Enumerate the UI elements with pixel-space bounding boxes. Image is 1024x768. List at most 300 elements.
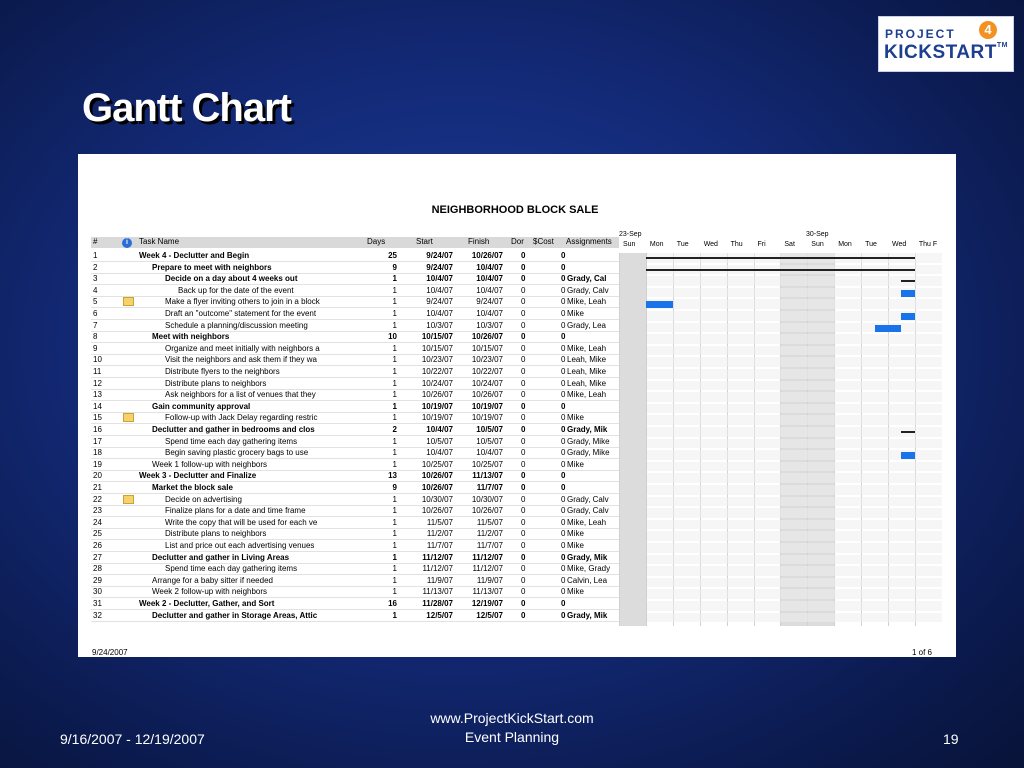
row-days: 1 bbox=[392, 367, 397, 376]
row-finish: 10/30/07 bbox=[471, 494, 503, 504]
row-assignments: Mike bbox=[567, 529, 584, 539]
row-start: 10/15/07 bbox=[421, 343, 453, 353]
row-cost: 0 bbox=[561, 610, 566, 620]
row-cost: 0 bbox=[561, 425, 566, 434]
col-header-start[interactable]: Start bbox=[416, 237, 433, 246]
row-assignments: Grady, Mik bbox=[567, 610, 608, 620]
gantt-row bbox=[647, 311, 942, 321]
row-done: 0 bbox=[521, 297, 526, 307]
row-task-name: Visit the neighbors and ask them if they wa bbox=[165, 355, 317, 365]
row-start: 10/26/07 bbox=[421, 506, 453, 516]
row-start: 9/24/07 bbox=[426, 262, 453, 272]
row-days: 1 bbox=[392, 448, 397, 458]
gantt-row bbox=[647, 299, 942, 309]
row-task-name: Week 1 follow-up with neighbors bbox=[152, 459, 268, 469]
row-cost: 0 bbox=[561, 343, 566, 353]
row-finish: 12/19/07 bbox=[471, 599, 503, 608]
row-task-name: Declutter and gather in Storage Areas, Attic bbox=[152, 610, 318, 620]
row-start: 11/13/07 bbox=[422, 587, 453, 597]
row-start: 10/30/07 bbox=[421, 494, 453, 504]
table-row[interactable] bbox=[91, 609, 619, 622]
row-assignments: Grady, Cal bbox=[567, 274, 607, 284]
row-days: 1 bbox=[392, 610, 397, 620]
row-cost: 0 bbox=[561, 459, 566, 469]
row-start: 10/3/07 bbox=[426, 320, 453, 330]
row-cost: 0 bbox=[561, 401, 566, 411]
row-start: 10/4/07 bbox=[426, 448, 453, 458]
row-cost: 0 bbox=[561, 332, 566, 342]
row-days: 1 bbox=[392, 541, 397, 550]
row-task-name: Organize and meet initially with neighbors a bbox=[165, 343, 320, 353]
row-done: 0 bbox=[521, 355, 526, 365]
row-days: 25 bbox=[388, 251, 397, 260]
row-number: 1 bbox=[93, 251, 98, 260]
row-assignments: Mike bbox=[567, 309, 584, 318]
gantt-row bbox=[647, 288, 942, 298]
row-assignments bbox=[567, 482, 619, 493]
row-finish: 10/22/07 bbox=[471, 367, 503, 376]
gantt-row bbox=[647, 613, 942, 623]
info-icon: i bbox=[122, 238, 132, 248]
row-number: 30 bbox=[93, 587, 102, 597]
row-days: 2 bbox=[392, 425, 397, 434]
row-finish: 11/13/07 bbox=[472, 587, 503, 597]
row-assignments: Mike bbox=[567, 541, 584, 550]
row-done: 0 bbox=[521, 517, 526, 527]
row-start: 10/4/07 bbox=[426, 309, 453, 318]
gantt-row bbox=[647, 427, 942, 437]
row-task-name: Week 2 follow-up with neighbors bbox=[152, 587, 268, 597]
row-done: 0 bbox=[521, 459, 526, 469]
row-cost: 0 bbox=[561, 564, 566, 574]
gantt-day-label: Thu bbox=[730, 241, 743, 248]
row-number: 21 bbox=[93, 483, 102, 492]
row-cost: 0 bbox=[561, 541, 566, 550]
row-task-name: Week 2 - Declutter, Gather, and Sort bbox=[139, 599, 275, 608]
gantt-summary-bar[interactable] bbox=[901, 431, 914, 433]
row-finish: 11/2/07 bbox=[476, 529, 503, 539]
row-done: 0 bbox=[521, 390, 526, 400]
row-cost: 0 bbox=[561, 494, 566, 504]
row-number: 29 bbox=[93, 575, 102, 585]
row-finish: 10/4/07 bbox=[476, 274, 503, 284]
row-finish: 11/7/07 bbox=[476, 483, 503, 492]
gantt-row bbox=[647, 508, 942, 518]
row-task-name: Schedule a planning/discussion meeting bbox=[165, 320, 308, 330]
row-done: 0 bbox=[521, 610, 526, 620]
row-days: 10 bbox=[388, 332, 397, 342]
row-cost: 0 bbox=[561, 483, 566, 492]
row-days: 1 bbox=[392, 552, 397, 562]
row-number: 2 bbox=[93, 262, 98, 272]
gantt-day-label: Mon bbox=[838, 241, 852, 248]
row-days: 1 bbox=[392, 506, 397, 516]
row-start: 10/15/07 bbox=[421, 332, 453, 342]
gantt-day-label: Fri bbox=[757, 241, 766, 248]
week-label-2: 30-Sep bbox=[806, 231, 829, 238]
row-assignments: Mike, Leah bbox=[567, 297, 607, 307]
row-start: 10/5/07 bbox=[426, 436, 453, 446]
row-start: 12/5/07 bbox=[426, 610, 453, 620]
col-header-cost[interactable]: $Cost bbox=[533, 237, 554, 246]
row-task-name: Meet with neighbors bbox=[152, 332, 230, 342]
row-cost: 0 bbox=[561, 390, 566, 400]
row-assignments: Mike bbox=[567, 459, 584, 469]
row-task-name: Distribute flyers to the neighbors bbox=[165, 367, 280, 376]
gantt-row bbox=[647, 334, 942, 344]
row-number: 23 bbox=[93, 506, 102, 516]
row-number: 28 bbox=[93, 564, 102, 574]
row-task-name: Distribute plans to neighbors bbox=[165, 378, 267, 388]
row-start: 10/19/07 bbox=[421, 413, 453, 423]
row-cost: 0 bbox=[561, 436, 566, 446]
row-assignments: Grady, Mik bbox=[567, 552, 608, 562]
footer-subtitle: Event Planning bbox=[464, 729, 560, 745]
col-header-finish[interactable]: Finish bbox=[468, 237, 490, 246]
row-done: 0 bbox=[521, 262, 526, 272]
gantt-day-label: Wed bbox=[703, 241, 718, 248]
row-days: 1 bbox=[392, 459, 397, 469]
row-cost: 0 bbox=[561, 309, 566, 318]
row-done: 0 bbox=[521, 274, 526, 284]
footer-url[interactable]: www.ProjectKickStart.com bbox=[430, 710, 594, 726]
row-days: 1 bbox=[392, 517, 397, 527]
row-finish: 11/12/07 bbox=[472, 552, 503, 562]
row-cost: 0 bbox=[561, 599, 566, 608]
row-days: 13 bbox=[388, 471, 397, 481]
row-number: 14 bbox=[93, 401, 102, 411]
col-header-days[interactable]: Days bbox=[367, 237, 386, 246]
gantt-day-column bbox=[619, 253, 647, 626]
document-title: NEIGHBORHOOD BLOCK SALE bbox=[431, 204, 599, 216]
gantt-row bbox=[647, 578, 942, 588]
row-days: 1 bbox=[392, 309, 397, 318]
row-assignments: Leah, Mike bbox=[567, 367, 607, 376]
row-finish: 12/5/07 bbox=[476, 610, 503, 620]
gantt-task-bar[interactable] bbox=[875, 325, 902, 332]
row-days: 9 bbox=[392, 262, 397, 272]
row-start: 10/4/07 bbox=[426, 285, 453, 295]
row-start: 10/22/07 bbox=[421, 367, 453, 376]
gantt-day-label: Mon bbox=[649, 241, 664, 248]
row-done: 0 bbox=[521, 599, 526, 608]
row-assignments: Mike, Leah bbox=[567, 343, 607, 353]
row-start: 10/19/07 bbox=[421, 401, 453, 411]
row-days: 1 bbox=[392, 355, 397, 365]
gantt-row bbox=[647, 520, 942, 530]
row-done: 0 bbox=[521, 506, 526, 516]
row-assignments bbox=[567, 331, 619, 342]
row-start: 10/25/07 bbox=[421, 459, 453, 469]
row-done: 0 bbox=[521, 483, 526, 492]
row-assignments bbox=[567, 250, 619, 261]
row-assignments bbox=[567, 262, 619, 273]
row-cost: 0 bbox=[561, 413, 566, 423]
row-number: 4 bbox=[93, 285, 98, 295]
row-task-name: Declutter and gather in Living Areas bbox=[152, 552, 290, 562]
row-finish: 11/12/07 bbox=[472, 564, 503, 574]
row-done: 0 bbox=[521, 320, 526, 330]
row-number: 19 bbox=[93, 459, 102, 469]
row-days: 1 bbox=[392, 378, 397, 388]
row-start: 10/26/07 bbox=[421, 483, 453, 492]
row-number: 22 bbox=[93, 494, 102, 504]
row-start: 11/12/07 bbox=[422, 564, 453, 574]
row-assignments: Mike bbox=[567, 587, 584, 597]
row-assignments: Grady, Calv bbox=[567, 494, 609, 504]
gantt-summary-bar[interactable] bbox=[646, 269, 915, 271]
row-cost: 0 bbox=[561, 251, 566, 260]
row-task-name: Back up for the date of the event bbox=[178, 285, 294, 295]
col-header-number: # bbox=[93, 237, 98, 246]
row-done: 0 bbox=[521, 436, 526, 446]
row-task-name: Finalize plans for a date and time frame bbox=[165, 506, 306, 516]
row-finish: 11/13/07 bbox=[472, 471, 503, 481]
row-start: 11/12/07 bbox=[422, 552, 453, 562]
row-assignments: Grady, Mike bbox=[567, 436, 610, 446]
row-task-name: Make a flyer inviting others to join in a block bbox=[165, 297, 320, 307]
row-number: 13 bbox=[93, 390, 102, 400]
week-label-1: 23-Sep bbox=[619, 231, 642, 238]
row-done: 0 bbox=[521, 587, 526, 597]
row-days: 1 bbox=[392, 343, 397, 353]
row-finish: 10/15/07 bbox=[471, 343, 503, 353]
document-date: 9/24/2007 bbox=[92, 648, 128, 657]
row-finish: 10/19/07 bbox=[471, 413, 503, 423]
row-number: 9 bbox=[93, 343, 98, 353]
logo-line1: PROJECT bbox=[885, 27, 956, 41]
row-finish: 11/5/07 bbox=[476, 517, 503, 527]
row-cost: 0 bbox=[561, 297, 566, 307]
document-page-number: 1 of 6 bbox=[911, 648, 932, 657]
row-finish: 11/7/07 bbox=[476, 541, 503, 550]
row-finish: 10/4/07 bbox=[476, 309, 503, 318]
row-number: 20 bbox=[93, 471, 102, 481]
row-finish: 10/26/07 bbox=[471, 332, 503, 342]
gantt-row bbox=[647, 485, 942, 495]
row-start: 10/23/07 bbox=[421, 355, 453, 365]
row-assignments: Mike, Grady bbox=[567, 564, 611, 574]
project-kickstart-logo bbox=[878, 16, 1014, 72]
row-days: 1 bbox=[392, 575, 397, 585]
row-done: 0 bbox=[521, 541, 526, 550]
row-done: 0 bbox=[521, 332, 526, 342]
gantt-row bbox=[647, 369, 942, 379]
row-number: 27 bbox=[93, 552, 102, 562]
row-done: 0 bbox=[521, 309, 526, 318]
row-task-name: Week 3 - Declutter and Finalize bbox=[139, 471, 257, 481]
row-task-name: Week 4 - Declutter and Begin bbox=[139, 251, 250, 260]
gantt-row bbox=[647, 346, 942, 356]
logo-line2: KICKSTART™ bbox=[884, 42, 1008, 63]
row-finish: 10/24/07 bbox=[471, 378, 503, 388]
row-days: 1 bbox=[392, 529, 397, 539]
row-done: 0 bbox=[521, 367, 526, 376]
row-task-name: Spend time each day gathering items bbox=[165, 436, 298, 446]
row-done: 0 bbox=[521, 401, 526, 411]
row-finish: 10/3/07 bbox=[476, 320, 503, 330]
row-cost: 0 bbox=[561, 285, 566, 295]
row-finish: 10/5/07 bbox=[476, 425, 503, 434]
row-finish: 10/26/07 bbox=[471, 251, 503, 260]
row-number: 8 bbox=[93, 332, 98, 342]
gantt-summary-bar[interactable] bbox=[901, 280, 914, 282]
row-assignments: Mike, Leah bbox=[567, 517, 607, 527]
row-cost: 0 bbox=[561, 517, 566, 527]
row-number: 32 bbox=[93, 610, 102, 620]
row-number: 18 bbox=[93, 448, 102, 458]
row-finish: 10/26/07 bbox=[471, 390, 503, 400]
row-task-name: Write the copy that will be used for each ve bbox=[165, 517, 318, 527]
row-assignments: Grady, Calv bbox=[567, 506, 609, 516]
gantt-day-label: Wed bbox=[892, 241, 907, 248]
row-cost: 0 bbox=[561, 262, 566, 272]
gantt-row bbox=[647, 439, 942, 449]
row-finish: 10/19/07 bbox=[471, 401, 503, 411]
row-task-name: Begin saving plastic grocery bags to use bbox=[165, 448, 309, 458]
gantt-row bbox=[647, 450, 942, 460]
row-task-name: Decide on a day about 4 weeks out bbox=[165, 274, 298, 284]
row-task-name: List and price out each advertising venues bbox=[165, 541, 315, 550]
row-start: 9/24/07 bbox=[426, 251, 453, 260]
row-task-name: Ask neighbors for a list of venues that they bbox=[165, 390, 316, 400]
gantt-row bbox=[647, 462, 942, 472]
gantt-row bbox=[647, 404, 942, 414]
gantt-task-bar[interactable] bbox=[646, 301, 673, 308]
row-done: 0 bbox=[521, 552, 526, 562]
gantt-row bbox=[647, 531, 942, 541]
row-days: 16 bbox=[388, 599, 397, 608]
gantt-task-bar[interactable] bbox=[901, 313, 914, 320]
gantt-day-label: Sun bbox=[811, 241, 824, 248]
col-header-done[interactable]: Dor bbox=[511, 237, 524, 246]
gantt-row bbox=[647, 381, 942, 391]
row-number: 3 bbox=[93, 274, 98, 284]
row-done: 0 bbox=[521, 343, 526, 353]
row-number: 11 bbox=[93, 367, 102, 376]
note-icon[interactable] bbox=[123, 495, 134, 504]
row-days: 1 bbox=[392, 436, 397, 446]
row-done: 0 bbox=[521, 413, 526, 423]
row-assignments: Grady, Mike bbox=[567, 448, 610, 458]
row-task-name: Spend time each day gathering items bbox=[165, 564, 298, 574]
note-icon[interactable] bbox=[123, 297, 134, 306]
row-cost: 0 bbox=[561, 506, 566, 516]
row-done: 0 bbox=[521, 575, 526, 585]
row-finish: 10/4/07 bbox=[476, 448, 503, 458]
row-start: 10/4/07 bbox=[426, 425, 453, 434]
row-assignments: Grady, Calv bbox=[567, 285, 609, 295]
row-days: 1 bbox=[392, 285, 397, 295]
row-done: 0 bbox=[521, 251, 526, 260]
row-start: 11/5/07 bbox=[426, 517, 453, 527]
row-number: 5 bbox=[93, 297, 98, 307]
gantt-row bbox=[647, 392, 942, 402]
row-assignments: Leah, Mike bbox=[567, 355, 607, 365]
slide-number: 19 bbox=[943, 731, 959, 747]
row-number: 17 bbox=[93, 436, 102, 446]
col-header-task[interactable]: Task Name bbox=[139, 237, 180, 246]
gantt-task-bar[interactable] bbox=[901, 290, 914, 297]
row-start: 11/2/07 bbox=[426, 529, 453, 539]
row-cost: 0 bbox=[561, 529, 566, 539]
row-task-name: Follow-up with Jack Delay regarding restric bbox=[165, 413, 318, 423]
row-task-name: Gain community approval bbox=[152, 401, 251, 411]
row-number: 7 bbox=[93, 320, 98, 330]
row-days: 1 bbox=[392, 401, 397, 411]
row-assignments bbox=[567, 470, 619, 481]
row-done: 0 bbox=[521, 494, 526, 504]
row-done: 0 bbox=[521, 425, 526, 434]
row-done: 0 bbox=[521, 564, 526, 574]
gantt-row bbox=[647, 473, 942, 483]
row-days: 1 bbox=[392, 274, 397, 284]
note-icon[interactable] bbox=[123, 413, 134, 422]
row-finish: 10/26/07 bbox=[471, 506, 503, 516]
row-assignments: Mike, Leah bbox=[567, 390, 607, 400]
slide-title: Gantt Chart bbox=[82, 86, 291, 130]
row-cost: 0 bbox=[561, 471, 566, 481]
gantt-day-label: Tue bbox=[865, 241, 877, 248]
gantt-task-bar[interactable] bbox=[901, 452, 914, 459]
gantt-row bbox=[647, 566, 942, 576]
row-finish: 11/9/07 bbox=[476, 575, 503, 585]
gantt-day-label: Sun bbox=[623, 241, 636, 248]
row-days: 9 bbox=[392, 483, 397, 492]
row-number: 25 bbox=[93, 529, 102, 539]
row-assignments bbox=[567, 401, 619, 412]
row-start: 10/4/07 bbox=[426, 274, 453, 284]
row-done: 0 bbox=[521, 378, 526, 388]
row-days: 1 bbox=[392, 587, 397, 597]
gantt-day-label: Thu F bbox=[918, 241, 938, 248]
row-number: 24 bbox=[93, 517, 102, 527]
gantt-document bbox=[78, 154, 956, 657]
col-header-assignments[interactable]: Assignments bbox=[566, 237, 612, 246]
row-start: 10/24/07 bbox=[421, 378, 453, 388]
row-finish: 10/4/07 bbox=[476, 285, 503, 295]
row-task-name: Market the block sale bbox=[152, 483, 233, 492]
row-start: 11/28/07 bbox=[422, 599, 453, 608]
row-task-name: Distribute plans to neighbors bbox=[165, 529, 267, 539]
gantt-day-label: Sat bbox=[784, 241, 795, 248]
row-number: 15 bbox=[93, 413, 102, 423]
row-days: 1 bbox=[392, 297, 397, 307]
gantt-row bbox=[647, 357, 942, 367]
row-done: 0 bbox=[521, 285, 526, 295]
row-days: 1 bbox=[392, 413, 397, 423]
row-cost: 0 bbox=[561, 274, 566, 284]
gantt-row bbox=[647, 555, 942, 565]
gantt-row bbox=[647, 497, 942, 507]
row-start: 9/24/07 bbox=[426, 297, 453, 307]
row-done: 0 bbox=[521, 529, 526, 539]
row-assignments: Grady, Mik bbox=[567, 425, 608, 434]
gantt-summary-bar[interactable] bbox=[646, 257, 915, 259]
row-task-name: Prepare to meet with neighbors bbox=[152, 262, 272, 272]
row-days: 1 bbox=[392, 390, 397, 400]
row-number: 26 bbox=[93, 541, 102, 550]
row-done: 0 bbox=[521, 448, 526, 458]
row-start: 11/9/07 bbox=[426, 575, 453, 585]
row-finish: 10/23/07 bbox=[471, 355, 503, 365]
row-number: 10 bbox=[93, 355, 102, 365]
logo-digit: 4 bbox=[979, 21, 997, 39]
row-done: 0 bbox=[521, 471, 526, 481]
row-number: 16 bbox=[93, 425, 102, 434]
footer-dates: 9/16/2007 - 12/19/2007 bbox=[60, 731, 205, 747]
row-task-name: Arrange for a baby sitter if needed bbox=[152, 575, 273, 585]
